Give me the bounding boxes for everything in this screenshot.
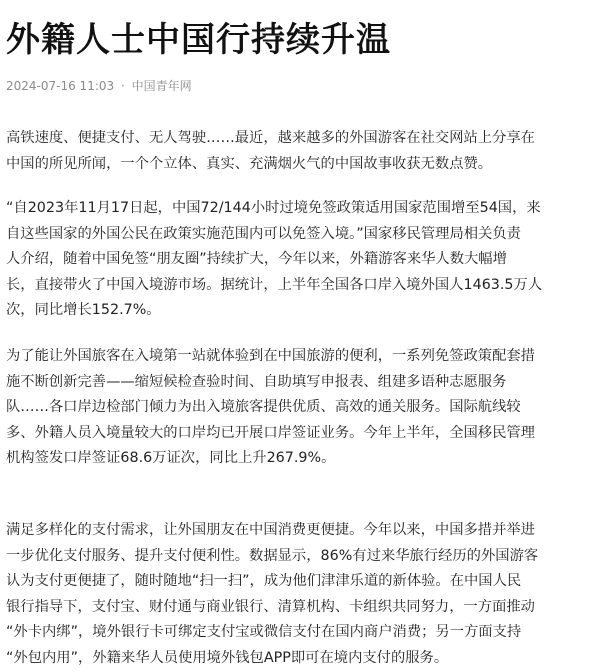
paragraph-2 <box>6 196 602 324</box>
paragraph-line: 多、外籍人员入境量较大的口岸均已开展口岸签证业务。今年上半年，全国移民管理 <box>6 424 535 441</box>
publish-date: 2024-07-16 11:03 <box>6 79 115 93</box>
paragraph-line: 施不断创新完善——缩短候检查验时间、自助填写申报表、组建多语种志愿服务 <box>6 373 507 390</box>
paragraph-line: 机构签发口岸签证68.6万证次，同比上升267.9%。 <box>6 450 336 467</box>
paragraph-4 <box>6 518 602 672</box>
paragraph-line: 次，同比增长152.7%。 <box>6 302 161 319</box>
paragraph-line: 队……各口岸边检部门倾力为出入境旅客提供优质、高效的通关服务。国际航线较 <box>6 399 521 416</box>
paragraph-line: “外卡内绑”，境外银行卡可绑定支付宝或微信支付在国内商户消费；另一方面支持 <box>6 624 522 641</box>
article-meta <box>6 78 192 94</box>
paragraph-3 <box>6 344 602 472</box>
paragraph-line: “外包内用”，外籍来华人员使用境外钱包APP即可在境内支付的服务。 <box>6 649 449 666</box>
paragraph-line: 长，直接带火了中国入境游市场。据统计，上半年全国各口岸入境外国人1463.5万人 <box>6 276 543 293</box>
paragraph-line: “自2023年11月17日起，中国72/144小时过境免签政策适用国家范围增至54国，来 <box>6 200 541 216</box>
meta-separator: · <box>120 79 125 93</box>
paragraph-line: 高铁速度、便捷支付、无人驾驶……最近，越来越多的外国游客在社交网站上分享在 <box>6 130 535 146</box>
paragraph-line: 一步优化支付服务、提升支付便利性。数据显示，86%有过来华旅行经历的外国游客 <box>6 547 539 564</box>
paragraph-1 <box>6 126 602 177</box>
paragraph-line: 为了能让外国旅客在入境第一站就体验到在中国旅游的便利，一系列免签政策配套措 <box>6 348 535 364</box>
article-title: 外籍人士中国行持续升温 <box>6 20 391 60</box>
paragraph-line: 中国的所见所闻，一个个立体、真实、充满烟火气的中国故事收获无数点赞。 <box>6 155 493 172</box>
paragraph-line: 满足多样化的支付需求，让外国朋友在中国消费更便捷。今年以来，中国多措并举进 <box>6 522 535 538</box>
paragraph-line: 人介绍，随着中国免签“朋友圈”持续扩大，今年以来，外籍游客来华人数大幅增 <box>6 251 507 268</box>
paragraph-line: 认为支付更便捷了，随时随地“扫一扫”，成为他们津津乐道的新体验。在中国人民 <box>6 573 522 590</box>
paragraph-line: 自这些国家的外国公民在政策实施范围内可以免签入境。”国家移民管理局相关负责 <box>6 225 521 242</box>
paragraph-line: 银行指导下，支付宝、财付通与商业银行、清算机构、卡组织共同努力，一方面推动 <box>6 598 535 615</box>
article-source: 中国青年网 <box>131 79 192 93</box>
